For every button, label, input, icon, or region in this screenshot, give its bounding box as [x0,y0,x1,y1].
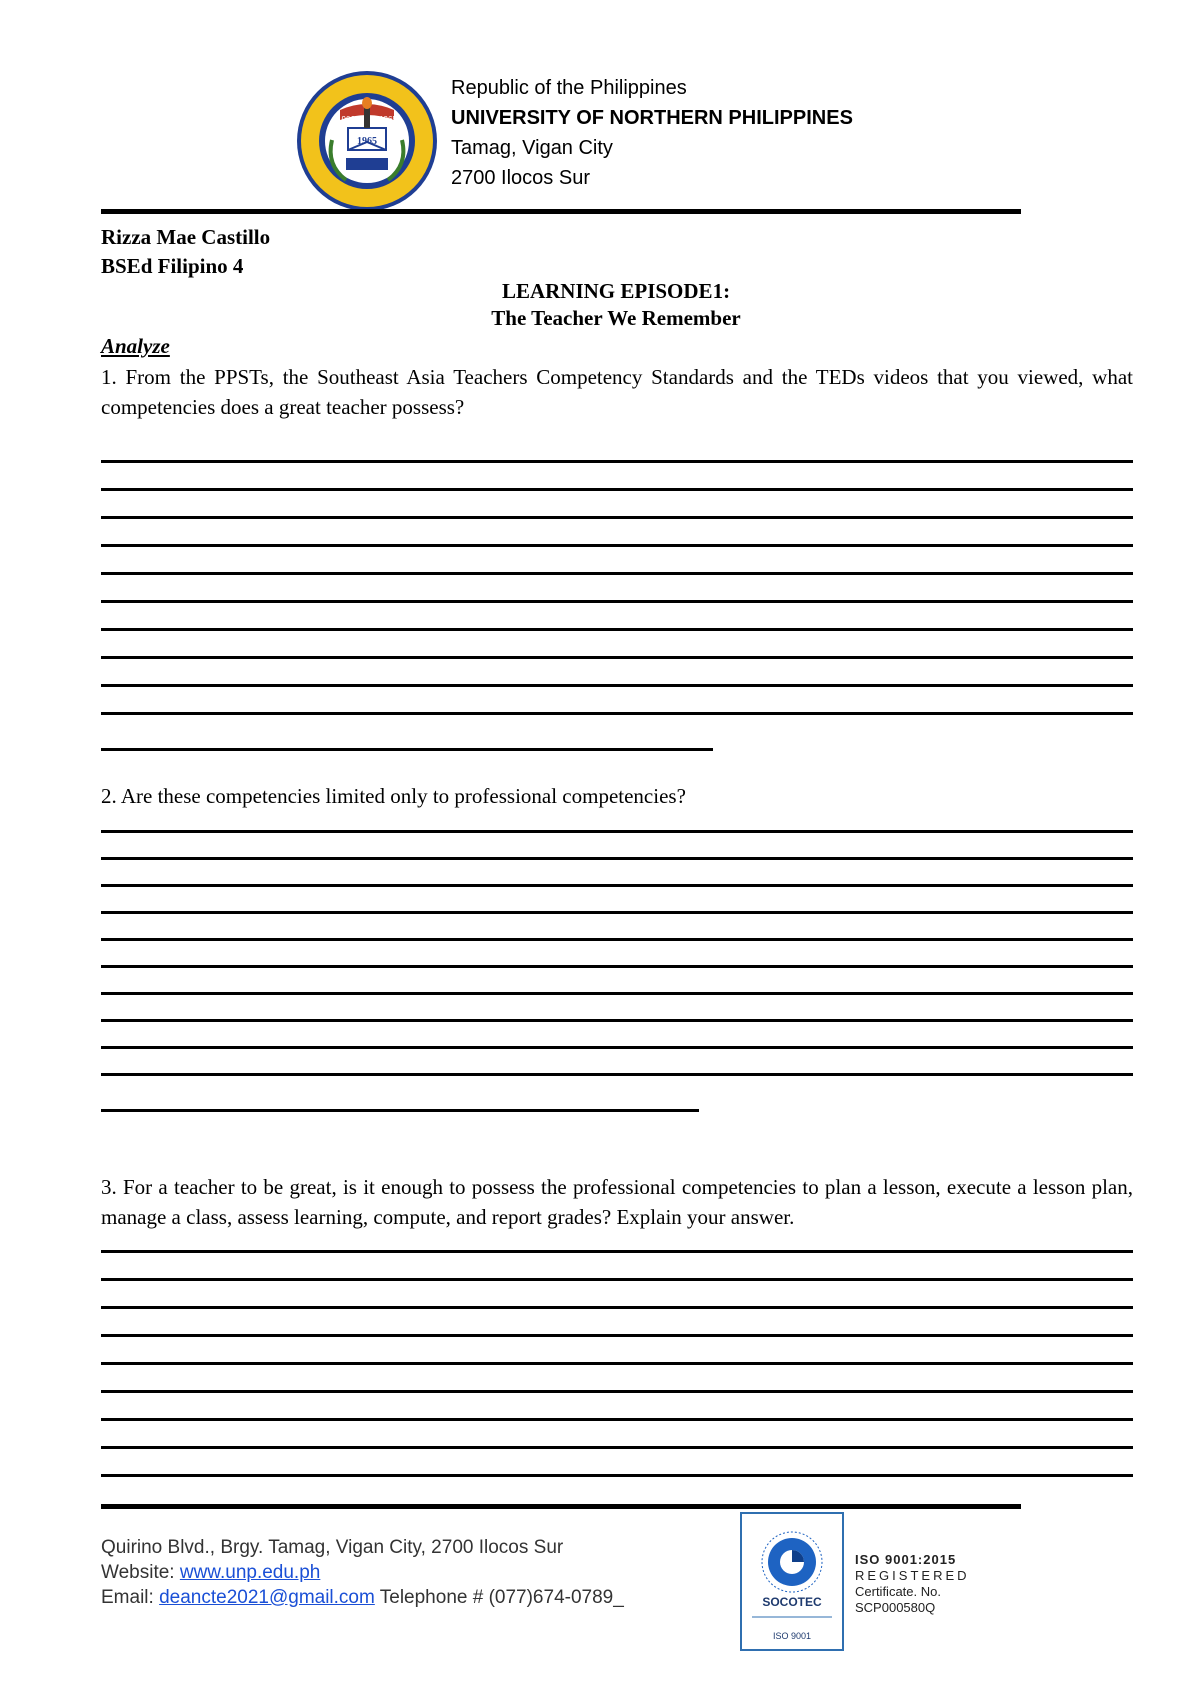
answer-line[interactable] [101,830,1133,833]
answer-line[interactable] [101,857,1133,860]
footer-telephone: Telephone # (077)674-0789_ [374,1587,624,1608]
footer-website-label: Website: [101,1562,180,1583]
iso-registration [855,1552,970,1616]
answer-line[interactable] [101,911,1133,914]
seal-center-year: 1965 [357,136,377,147]
answer-line[interactable] [101,1362,1133,1365]
website-link[interactable]: www.unp.edu.ph [179,1562,321,1583]
letterhead-republic: Republic of the Philippines [451,77,687,99]
letterhead-university: UNIVERSITY OF NORTHERN PHILIPPINES [451,107,853,129]
question-3: 3. For a teacher to be great, is it enough to possess the professional competencies to plan a lesson, execute a lesson plan, manage a class, assess learning, compute, and report grades? Explain your answer. [101,1175,1133,1229]
answer-line[interactable] [101,600,1133,603]
student-info [101,223,270,281]
answer-line[interactable] [101,656,1133,659]
episode-title: LEARNING EPISODE1: [501,279,731,303]
answer-line[interactable] [101,684,1133,687]
answer-line[interactable] [101,1446,1133,1449]
answer-line[interactable] [101,1073,1133,1076]
section-label-analyze: Analyze [101,334,170,358]
answer-line[interactable] [101,1019,1133,1022]
answer-line[interactable] [101,748,713,751]
episode-subtitle: The Teacher We Remember [491,306,741,330]
footer-email-label: Email: [101,1587,160,1608]
footer-divider [101,1504,1021,1509]
letterhead-city: Tamag, Vigan City [451,137,613,159]
question-2: 2. Are these competencies limited only to professional competencies? [101,784,686,808]
answer-line[interactable] [101,1278,1133,1281]
footer-website-row [101,1560,624,1585]
footer-contact [101,1535,624,1610]
university-seal-logo [296,70,438,212]
answer-line[interactable] [101,516,1133,519]
student-course: BSEd Filipino 4 [101,254,244,278]
answer-line[interactable] [101,1046,1133,1049]
answer-line[interactable] [101,488,1133,491]
header-divider [101,209,1021,214]
student-name: Rizza Mae Castillo [101,225,271,249]
email-link[interactable]: deancte2021@gmail.com [159,1587,375,1608]
answer-line[interactable] [101,544,1133,547]
iso-badge-standard: ISO 9001 [772,1631,812,1641]
answer-line[interactable] [101,712,1133,715]
answer-line[interactable] [101,992,1133,995]
answer-line[interactable] [101,572,1133,575]
seal-year-right: 1965 [379,115,397,124]
answer-line[interactable] [101,1250,1133,1253]
iso-certificate-label: Certificate. No. [855,1584,941,1599]
answer-line[interactable] [101,1390,1133,1393]
answer-line[interactable] [101,628,1133,631]
footer-address: Quirino Blvd., Brgy. Tamag, Vigan City, 2700 Ilocos Sur [101,1537,564,1558]
footer-email-row [101,1585,624,1610]
answer-line[interactable] [101,965,1133,968]
iso-standard: ISO 9001:2015 [855,1552,957,1567]
answer-line[interactable] [101,884,1133,887]
answer-line[interactable] [101,460,1133,463]
letterhead-province: 2700 Ilocos Sur [451,167,590,189]
socotec-certification-logo [740,1512,844,1651]
answer-line[interactable] [101,1109,699,1112]
answer-line[interactable] [101,1306,1133,1309]
iso-registered: REGISTERED [855,1568,970,1583]
iso-badge-name: SOCOTEC [762,1595,822,1609]
letterhead [451,73,853,193]
answer-line[interactable] [101,1474,1133,1477]
seal-year-left: 1906 [337,115,355,124]
answer-line[interactable] [101,1418,1133,1421]
question-1: 1. From the PPSTs, the Southeast Asia Teachers Competency Standards and the TEDs videos that you viewed, what competencies does a great teacher possess? [101,365,1133,419]
answer-line[interactable] [101,1334,1133,1337]
iso-certificate-number: SCP000580Q [855,1600,936,1615]
answer-line[interactable] [101,938,1133,941]
